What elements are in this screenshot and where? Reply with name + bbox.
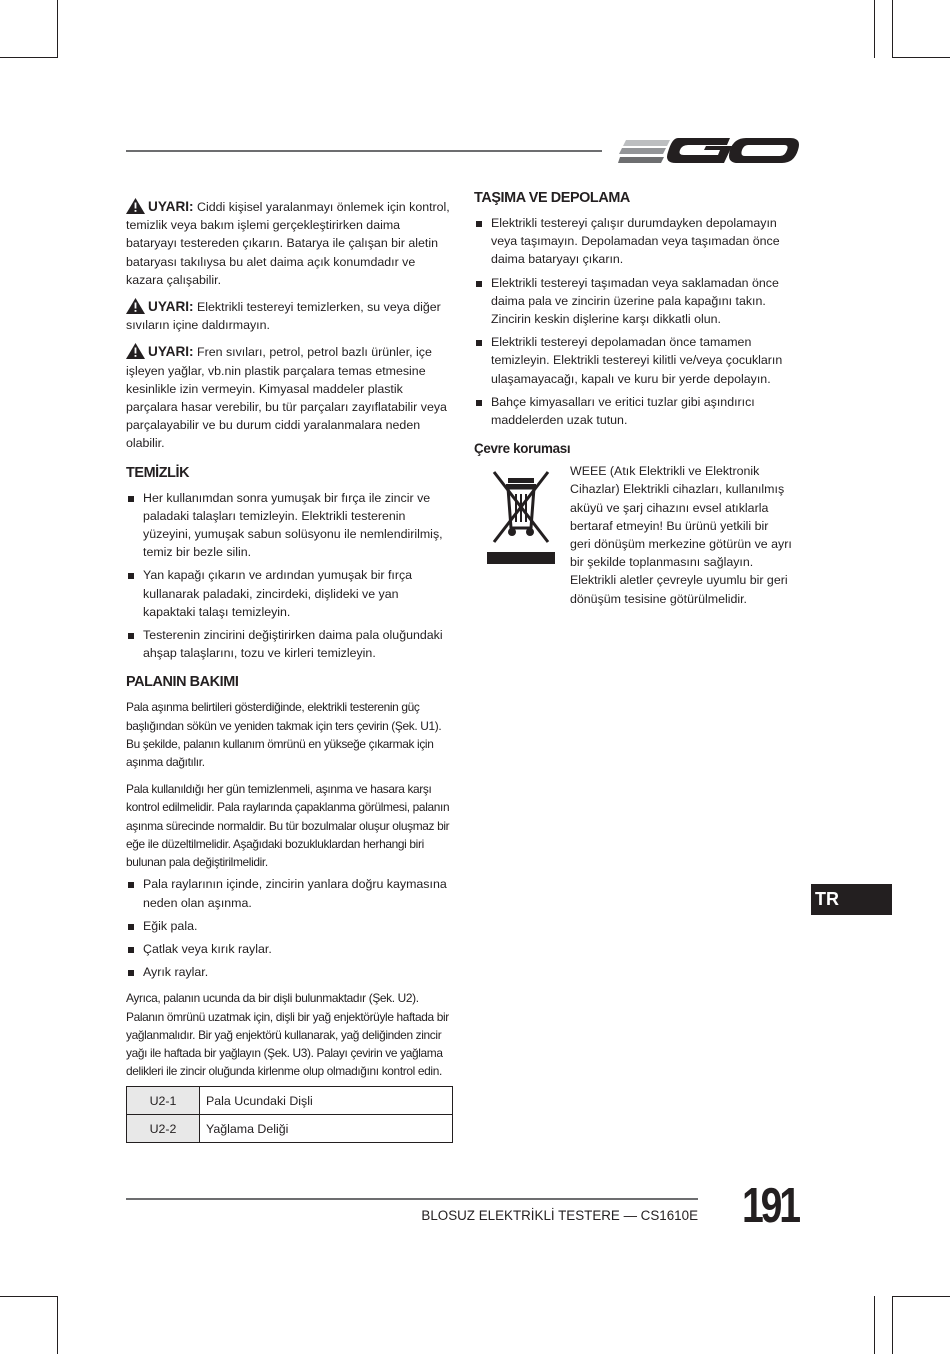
table-row <box>127 1115 453 1143</box>
crossed-out-wheelie-bin-icon <box>486 466 556 566</box>
bar-maintenance-paragraph: Ayrıca, palanın ucunda da bir dişli bulunmaktadır (Şek. U2). Palanın ömrünü uzatmak için, dişli bir yağ enjektörüyle haftada bir yağlanmalıdır. Bir yağ enjektörü kullanarak, yağ deliğinden zincir yağı ile haftada bir yağlayın (Şek. U3). Palayı çevirin ve yağlama delikleri ile zincir oluğunda kirlenme olup olmadığını kontrol edin. <box>126 991 449 1079</box>
footer-rule <box>126 1198 698 1200</box>
bar-maintenance-heading: PALANIN BAKIMI <box>126 674 239 691</box>
list-item-text: Bahçe kimyasalları ve eritici tuzlar gibi aşındırıcı maddelerden uzak tutun. <box>491 394 755 428</box>
list-item <box>126 626 454 662</box>
list-item-text: Pala raylarının içinde, zincirin yanlara doğru kaymasına neden olan aşınma. <box>143 877 447 910</box>
crop-mark <box>874 0 875 58</box>
bullet-icon <box>128 970 134 976</box>
page-number: 191 <box>742 1179 798 1233</box>
warning-text: Fren sıvıları, petrol, petrol bazlı ürünler, içe işleyen yağlar, vb.nin plastik parçalara temas etmesine kesinlikle izin vermeyin. Kimyasal maddeler plastik parçalara hasar verebilir, bu tür parçaları zayıflatabilir veya parçalayabilir ve bu durum ciddi yaralanmalara neden olabilir. <box>126 345 447 451</box>
transport-heading: TAŞIMA VE DEPOLAMA <box>474 190 630 206</box>
list-item <box>474 333 792 388</box>
environment-text: WEEE (Atık Elektrikli ve Elektronik Cihazlar) Elektrikli cihazları, kullanılmış aküyü ve şarj cihazını evsel atıklarla bertaraf etmeyin! Bu ürünü yetkili bir geri dönüşüm merkezine götürün ve ayrı bir şekilde toplanmasını sağlayın. Elektrikli aletler çevreyle uyumlu bir geri dönüşüm tesisine götürülmelidir. <box>570 464 792 606</box>
bullet-icon <box>128 573 134 579</box>
crop-mark <box>874 1296 875 1354</box>
language-tab: TR <box>811 884 892 915</box>
crop-mark <box>892 1296 893 1354</box>
bullet-icon <box>128 496 134 502</box>
list-item-text: Ayrık raylar. <box>143 965 209 980</box>
ego-logo <box>618 130 800 170</box>
crop-mark <box>892 1296 950 1297</box>
bullet-icon <box>476 340 482 346</box>
warning-triangle-icon <box>126 298 145 314</box>
warning-block <box>126 298 454 334</box>
crop-mark <box>892 57 950 58</box>
bullet-icon <box>128 882 134 888</box>
list-item <box>126 875 454 911</box>
table-cell-label: Pala Ucundaki Dişli <box>200 1087 453 1115</box>
crop-mark <box>0 57 58 58</box>
list-item-text: Çatlak veya kırık raylar. <box>143 941 272 956</box>
list-item <box>126 489 454 562</box>
header-rule <box>126 150 602 152</box>
warning-block <box>126 198 454 289</box>
warning-label: UYARI: <box>148 344 194 360</box>
cleaning-heading: TEMİZLİK <box>126 464 190 481</box>
weee-block <box>474 462 792 608</box>
warning-label: UYARI: <box>148 299 194 315</box>
environment-heading: Çevre koruması <box>474 441 571 457</box>
list-item <box>474 393 792 429</box>
crop-mark <box>892 0 893 58</box>
bar-maintenance-paragraph: Pala aşınma belirtileri gösterdiğinde, elektrikli testerenin güç başlığından sökün ve yeniden takmak için ters çevirin (Şek. U1). Bu şekilde, palanın kullanım ömrünü en yükseğe çıkarmak için aşınma dağıtılır. <box>126 700 442 770</box>
warning-block <box>126 343 454 452</box>
left-column <box>126 198 454 1143</box>
list-item-text: Her kullanımdan sonra yumuşak bir fırça ile zincir ve paladaki talaşları temizleyin. Elektrikli testerenin yüzeyini, yumuşak sabun solüsyonu ile nemlendirilmiş, temiz bir bezle silin. <box>143 490 443 560</box>
bar-maintenance-paragraph: Pala kullanıldığı her gün temizlenmeli, aşınma ve hasara karşı kontrol edilmelidir. Pala raylarında çapaklanma görülmesi, palanın aşınma sürecinde normaldir. Bu tür bozulmalar oluşur oluşmaz bir eğe ile düzeltilmelidir. Aşağıdaki bozukluklardan herhangi biri bulunan pala değiştirilmelidir. <box>126 782 450 870</box>
list-item <box>126 917 454 935</box>
reference-table <box>126 1086 453 1143</box>
warning-text: Elektrikli testereyi temizlerken, su veya diğer sıvıların içine daldırmayın. <box>126 300 441 333</box>
list-item-text: Elektrikli testereyi çalışır durumdayken depolamayın veya taşımayın. Depolamadan veya taşımadan önce daima bataryayı çıkarın. <box>491 216 780 267</box>
bar-defects-list <box>126 875 454 981</box>
bullet-icon <box>476 281 482 287</box>
list-item <box>126 940 454 958</box>
bullet-icon <box>476 400 482 406</box>
list-item <box>126 963 454 981</box>
warning-triangle-icon <box>126 343 145 359</box>
crop-mark <box>57 1296 58 1354</box>
list-item <box>126 566 454 621</box>
table-cell-label: Yağlama Deliği <box>200 1115 453 1143</box>
list-item-text: Elektrikli testereyi depolamadan önce tamamen temizleyin. Elektrikli testereyi kilitli ve/veya çocukların ulaşamayacağı, kapalı ve kuru bir yerde depolayın. <box>491 335 783 386</box>
list-item-text: Eğik pala. <box>143 918 198 933</box>
warning-triangle-icon <box>126 198 145 214</box>
right-column <box>474 190 792 608</box>
table-cell-code: U2-1 <box>127 1087 200 1115</box>
cleaning-list <box>126 489 454 663</box>
footer-title: BLOSUZ ELEKTRİKLİ TESTERE — CS1610E <box>421 1208 698 1223</box>
bullet-icon <box>128 947 134 953</box>
list-item <box>474 274 792 329</box>
crop-mark <box>57 0 58 58</box>
table-row <box>127 1087 453 1115</box>
bullet-icon <box>476 221 482 227</box>
table-cell-code: U2-2 <box>127 1115 200 1143</box>
list-item-text: Elektrikli testereyi taşımadan veya saklamadan önce daima pala ve zincirin üzerine pala kapağını takın. Zincirin keskin dişlerine karşı dikkatli olun. <box>491 275 779 327</box>
bullet-icon <box>128 633 134 639</box>
transport-list <box>474 214 792 429</box>
list-item <box>474 214 792 269</box>
crop-mark <box>0 1296 58 1297</box>
list-item-text: Testerenin zincirini değiştirirken daima pala oluğundaki ahşap talaşlarını, tozu ve kirleri temizleyin. <box>143 628 443 661</box>
warning-label: UYARI: <box>148 199 194 214</box>
weee-text-container <box>570 462 792 608</box>
warning-text: Ciddi kişisel yaralanmayı önlemek için kontrol, temizlik veya bakım işlemi gerçekleştirirken daima bataryayı testereden çıkarın. Batarya ile çalışan bir aletin bataryası takılıysa bu alet daima açık konumdadır ve kazara çalışabilir. <box>126 200 450 287</box>
bullet-icon <box>128 924 134 930</box>
list-item-text: Yan kapağı çıkarın ve ardından yumuşak bir fırça kullanarak paladaki, zincirdeki, dişlideki ve yan kapaktaki talaşı temizleyin. <box>143 568 413 619</box>
